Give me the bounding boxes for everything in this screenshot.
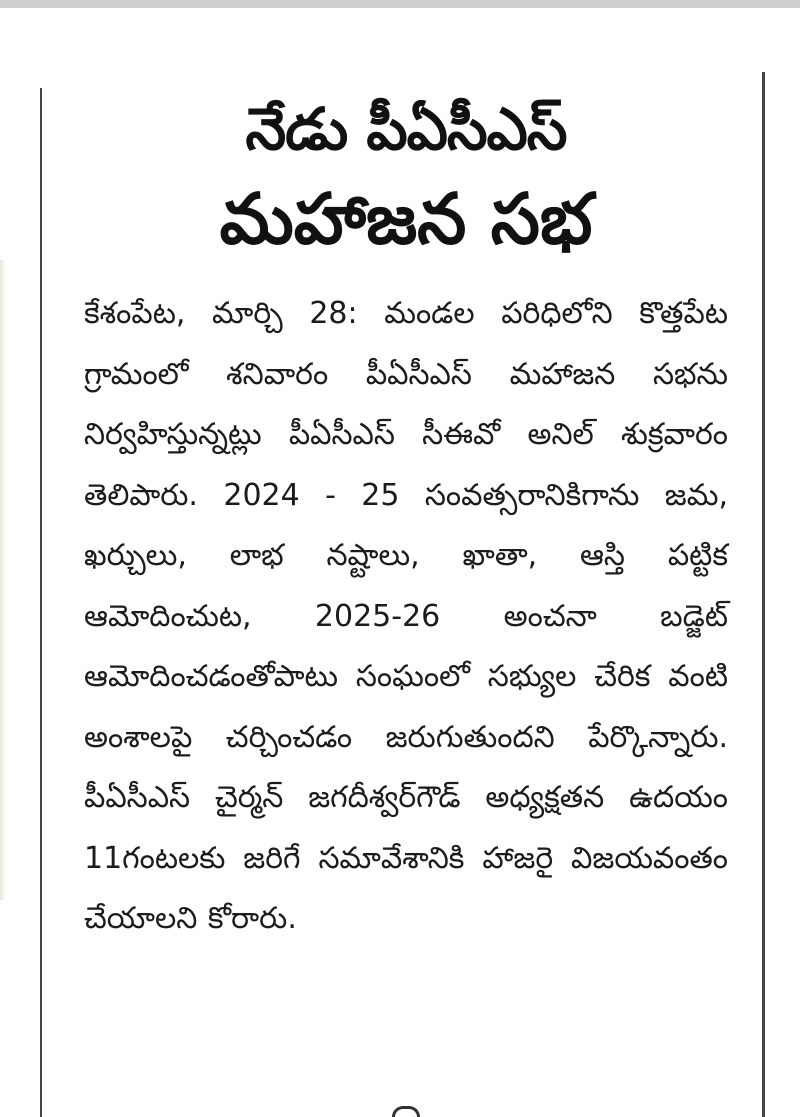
article-body: కేశంపేట, మార్చి 28: మండల పరిధిలోని కొత్తపేట గ్రామంలో శనివారం పీఏసీఎస్ మహాజన సభను నిర్వహిస్తున్నట్లు పీఏసీఎస్ సీఈవో అనిల్ శుక్రవారం తెలిపారు. 2024 - 25 సంవత్సరానికిగాను జమ, ఖర్చులు, లాభ నష్టాలు, ఖాతా, ఆస్తి పట్టిక ఆమోదించుట, 2025-26 అంచనా బడ్జెట్ ఆమోదించడంతోపాటు సంఘంలో సభ్యుల చేరిక వంటి అంశాలపై చర్చించడం జరుగుతుందని పేర్కొన్నారు. పీఏసీఎస్ చైర్మన్ జగదీశ్వర్‌గౌడ్ అధ్యక్షతన ఉదయం 11గంటలకు జరిగే సమావేశానికి హాజరై విజయవంతం చేయాలని కోరారు. [84, 296, 728, 936]
column-rule-left [40, 88, 42, 1117]
headline-line-2: మహాజన సభ [219, 178, 593, 260]
news-article [84, 86, 728, 950]
column-rule-right [762, 72, 765, 1117]
article-headline [84, 86, 728, 270]
page-top-border [0, 0, 800, 8]
headline-line-1: నేడు పీఏసీఎస్ [245, 95, 567, 163]
next-article-fragment [392, 1106, 420, 1117]
adjacent-column-edge [0, 260, 6, 900]
